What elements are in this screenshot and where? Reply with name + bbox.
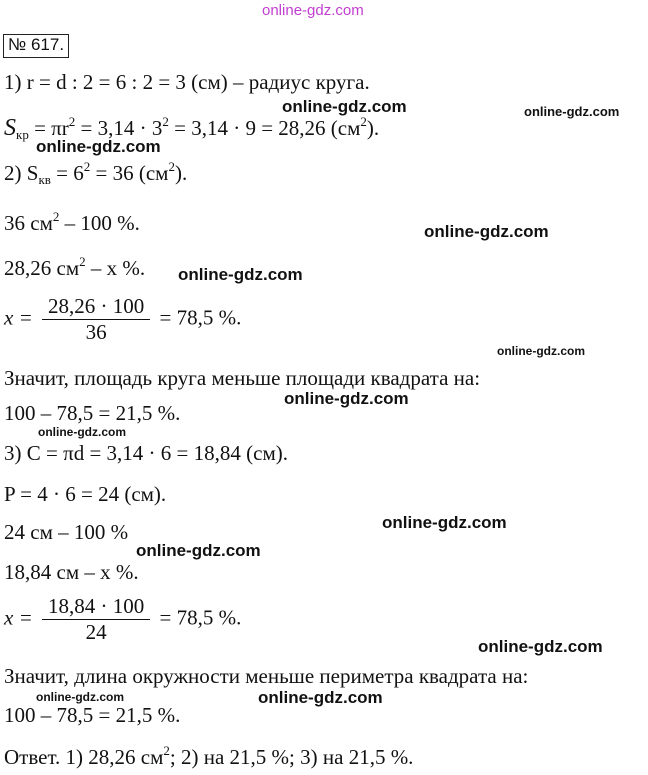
line-conclusion-1: Значит, площадь круга меньше площади квадрата на: xyxy=(4,366,481,390)
watermark: online-gdz.com xyxy=(497,344,585,358)
watermark: online-gdz.com xyxy=(38,425,126,439)
watermark: online-gdz.com xyxy=(424,222,549,241)
watermark: online-gdz.com xyxy=(36,137,161,156)
watermark: online-gdz.com xyxy=(524,104,620,119)
line-circle-area: $S_{кр} = \pi r^2 = 3,14 \cdot 3^2 = 3,14 \cdot 9 = 28,26$ $(см^2)$. xyxy=(4,114,380,142)
line-fraction-2: x = $\frac{18,84 \cdot 100}{24}$ = 78,5 %. xyxy=(4,594,242,644)
line-radius: 1) r = d : 2 = 6 : 2 = 3 (см) – радиус круга. xyxy=(4,70,370,94)
watermark: online-gdz.com xyxy=(258,688,383,707)
problem-number: № 617. xyxy=(3,34,69,58)
fraction-1: $\frac{28,26 \cdot 100}{36}$ xyxy=(42,296,150,343)
line-circumference: 3) C = πd = 3,14 · 6 = 18,84 (см). xyxy=(4,441,288,465)
watermark: online-gdz.com xyxy=(136,541,261,560)
watermark: online-gdz.com xyxy=(178,265,303,284)
watermark: online-gdz.com xyxy=(282,97,407,116)
line-difference-2: 100 – 78,5 = 21,5 %. xyxy=(4,703,181,727)
watermark: online-gdz.com xyxy=(36,690,124,704)
line-perimeter: P = 4 · 6 = 24 (см). xyxy=(4,482,167,506)
watermark: online-gdz.com xyxy=(382,513,507,532)
line-proportion-1: 36 $см^2 - 100$ %. xyxy=(4,209,140,235)
fraction-2: $\frac{18,84 \cdot 100}{24}$ xyxy=(42,596,150,643)
watermark-top: online-gdz.com xyxy=(262,2,364,19)
line-answer: Ответ. 1) 28,26 $см^2$; 2) на 21,5 %; 3) на 21,5 %. xyxy=(4,743,414,769)
line-difference-1: 100 – 78,5 = 21,5 %. xyxy=(4,401,181,425)
line-proportion-3: 24 см – 100 % xyxy=(4,520,129,544)
line-conclusion-2: Значит, длина окружности меньше периметра квадрата на: xyxy=(4,664,529,688)
watermark: online-gdz.com xyxy=(284,389,409,408)
line-proportion-2: 28,26 $см^2$ – x %. xyxy=(4,254,146,280)
line-fraction-1: x = $\frac{28,26 \cdot 100}{36}$ = 78,5 %. xyxy=(4,294,242,344)
line-proportion-4: 18,84 см – x %. xyxy=(4,560,139,584)
watermark: online-gdz.com xyxy=(478,637,603,656)
line-square-area: 2) $S_{кв} = 6^2 = 36$ $(см^2)$. xyxy=(4,159,188,187)
